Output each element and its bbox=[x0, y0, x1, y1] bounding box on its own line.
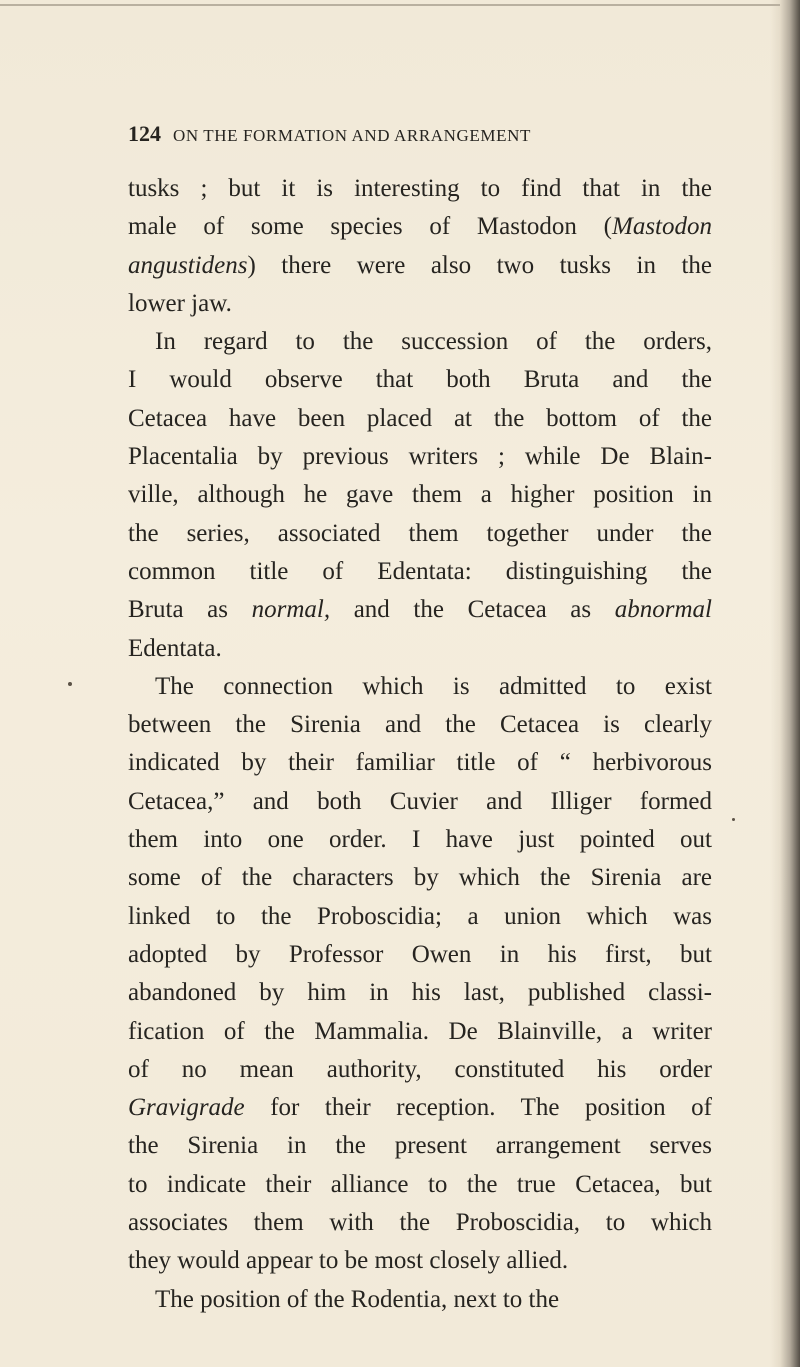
text-run: the Sirenia in the present arrangement serves bbox=[128, 1132, 712, 1160]
text-run: The position of the Rodentia, next to the bbox=[155, 1285, 560, 1313]
text-line bbox=[128, 744, 712, 782]
text-line bbox=[128, 706, 712, 744]
page-top-edge bbox=[0, 4, 780, 6]
italic-term: abnormal bbox=[614, 596, 712, 624]
text-line bbox=[128, 668, 712, 706]
text-line bbox=[128, 1166, 712, 1204]
text-line bbox=[128, 438, 712, 476]
text-run: between the Sirenia and the Cetacea is clearly bbox=[128, 711, 712, 739]
text-run: In regard to the succession of the orders, bbox=[155, 328, 712, 356]
text-run: male of some species of Mastodon ( bbox=[128, 213, 612, 241]
text-run: ville, although he gave them a higher position in bbox=[128, 481, 712, 509]
text-run: adopted by Professor Owen in his first, but bbox=[128, 940, 712, 968]
text-line bbox=[128, 515, 712, 553]
text-line bbox=[128, 936, 712, 974]
text-run: the series, associated them together under the bbox=[128, 519, 712, 547]
text-line bbox=[128, 361, 712, 399]
text-run: Edentata. bbox=[128, 634, 222, 662]
text-run: ) there were also two tusks in the bbox=[247, 251, 712, 279]
text-run: associates them with the Proboscidia, to which bbox=[128, 1209, 712, 1237]
text-run: abandoned by him in his last, published classi- bbox=[128, 979, 712, 1007]
text-run: of no mean authority, constituted his order bbox=[128, 1055, 712, 1083]
text-run: tusks ; but it is interesting to find that in the bbox=[128, 175, 712, 202]
text-line bbox=[128, 1204, 712, 1242]
text-line bbox=[128, 859, 712, 897]
text-line bbox=[128, 323, 712, 361]
text-run: The connection which is admitted to exist bbox=[155, 672, 712, 700]
text-line bbox=[128, 1051, 712, 1089]
text-run: Cetacea have been placed at the bottom of the bbox=[128, 404, 712, 432]
text-run: Bruta as bbox=[128, 596, 252, 624]
text-run: lower jaw. bbox=[128, 289, 232, 317]
text-run: linked to the Proboscidia; a union which was bbox=[128, 902, 712, 930]
text-run: them into one order. I have just pointed out bbox=[128, 826, 712, 854]
text-run: indicated by their familiar title of “ herbivorous bbox=[128, 749, 712, 777]
text-line bbox=[128, 591, 712, 629]
text-line bbox=[128, 630, 712, 668]
text-run: to indicate their alliance to the true Cetacea, but bbox=[128, 1170, 712, 1198]
running-header bbox=[128, 121, 648, 151]
text-line bbox=[128, 1089, 712, 1127]
text-line bbox=[128, 898, 712, 936]
text-line bbox=[128, 208, 712, 246]
text-run: common title of Edentata: distinguishing the bbox=[128, 557, 712, 585]
text-run: they would appear to be most closely allied. bbox=[128, 1247, 569, 1275]
text-line bbox=[128, 974, 712, 1012]
text-line bbox=[128, 821, 712, 859]
italic-term: angustidens bbox=[128, 251, 248, 279]
text-line bbox=[128, 1242, 712, 1280]
italic-term: Mastodon bbox=[612, 213, 712, 241]
text-run: and the Cetacea as bbox=[330, 596, 615, 624]
text-run: for their reception. The position of bbox=[244, 1094, 712, 1122]
print-speck bbox=[732, 818, 735, 821]
body-text bbox=[128, 170, 712, 1319]
text-line bbox=[128, 1281, 712, 1319]
text-run: I would observe that both Bruta and the bbox=[128, 366, 712, 394]
page-number: 124 bbox=[128, 121, 161, 146]
text-line bbox=[128, 170, 712, 208]
italic-term: normal, bbox=[251, 596, 331, 624]
text-run: Cetacea,” and both Cuvier and Illiger formed bbox=[128, 787, 712, 815]
text-run: Placentalia by previous writers ; while De Blain- bbox=[128, 443, 712, 471]
text-run: some of the characters by which the Sirenia are bbox=[128, 864, 712, 892]
text-line bbox=[128, 285, 712, 323]
text-line bbox=[128, 1127, 712, 1165]
print-speck bbox=[68, 682, 72, 686]
text-line bbox=[128, 1013, 712, 1051]
text-line bbox=[128, 553, 712, 591]
running-title: ON THE FORMATION AND ARRANGEMENT bbox=[173, 126, 531, 145]
text-line bbox=[128, 247, 712, 285]
text-line bbox=[128, 400, 712, 438]
text-run: fication of the Mammalia. De Blainville, a writer bbox=[128, 1017, 712, 1045]
italic-term: Gravigrade bbox=[128, 1094, 245, 1122]
text-line bbox=[128, 476, 712, 514]
text-line bbox=[128, 783, 712, 821]
